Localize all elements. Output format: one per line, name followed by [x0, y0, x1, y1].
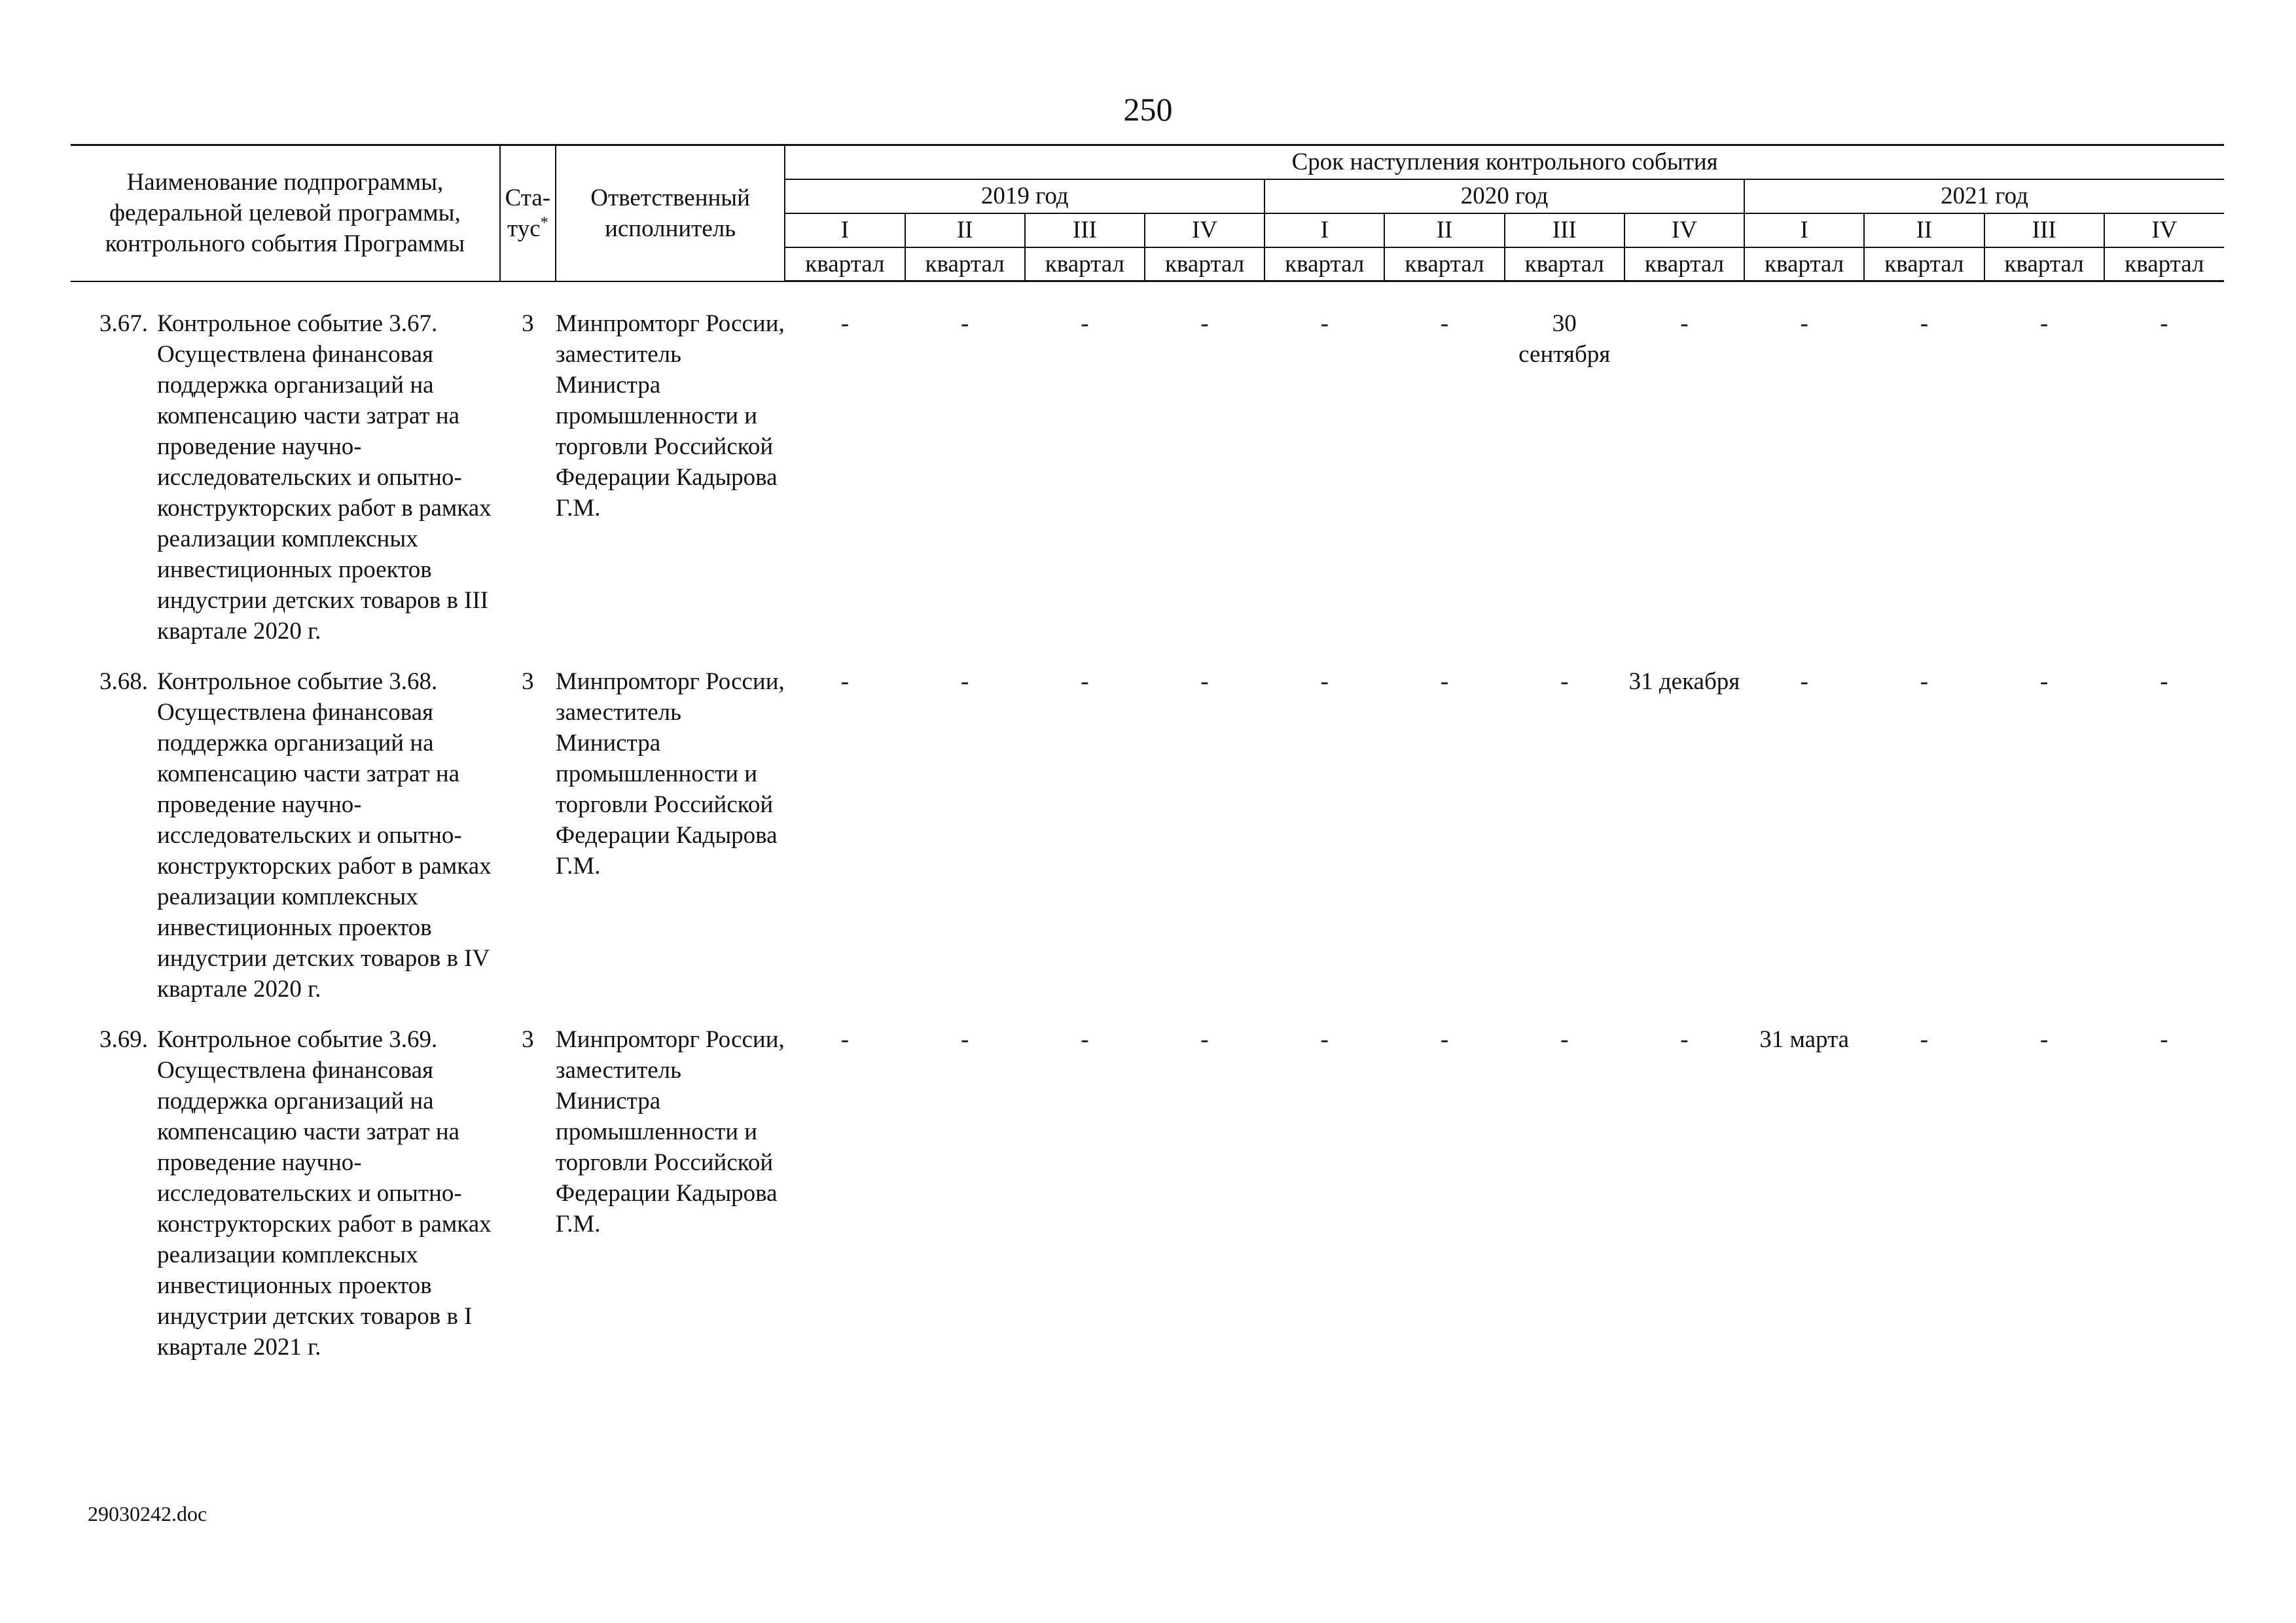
- quarter-deadline: -: [1200, 1026, 1209, 1053]
- quarter-deadline: -: [2160, 1026, 2168, 1053]
- document-code: 29030242.doc: [88, 1502, 207, 1525]
- header-year-2020: 2020 год: [1265, 179, 1744, 213]
- quarter-label: квартал: [1624, 247, 1744, 281]
- quarter-deadline: -: [2160, 310, 2168, 337]
- quarter-deadline: -: [1560, 1026, 1569, 1053]
- quarter-deadline: -: [1320, 310, 1329, 337]
- quarter-label: квартал: [1505, 247, 1624, 281]
- quarter-deadline: 30 сентября: [1518, 310, 1611, 368]
- quarter-numeral: I: [1265, 213, 1384, 247]
- table-row: [71, 308, 2224, 666]
- event-description: Контрольное событие 3.68. Осуществлена финансовая поддержка организаций на компенсацию части затрат на проведение научно-исследовательских и опытно-конструкторских работ в рамках реализации комплексных инвестиционных проектов индустрии детских товаров в IV квартале 2020 г.: [157, 668, 492, 1003]
- header-status: [500, 145, 556, 281]
- quarter-numeral: III: [1025, 213, 1145, 247]
- event-description: Контрольное событие 3.67. Осуществлена финансовая поддержка организаций на компенсацию части затрат на проведение научно-исследовательских и опытно-конструкторских работ в рамках реализации комплексных инвестиционных проектов индустрии детских товаров в III квартале 2020 г.: [157, 310, 492, 645]
- quarter-label: квартал: [1145, 247, 1265, 281]
- quarter-deadline: -: [840, 668, 850, 695]
- event-description: Контрольное событие 3.69. Осуществлена финансовая поддержка организаций на компенсацию части затрат на проведение научно-исследовательских и опытно-конструкторских работ в рамках реализации комплексных инвестиционных проектов индустрии детских товаров в I квартале 2021 г.: [157, 1026, 492, 1361]
- quarter-deadline: -: [1081, 310, 1089, 337]
- header-status-label: Ста-тус: [505, 184, 551, 242]
- quarter-numeral: II: [905, 213, 1025, 247]
- quarter-numeral: IV: [1145, 213, 1265, 247]
- quarter-deadline: -: [1440, 310, 1449, 337]
- header-name: Наименование подпрограммы, федеральной целевой программы, контрольного события Программы: [71, 145, 500, 281]
- quarter-deadline: -: [1920, 668, 1929, 695]
- quarter-deadline: 31 марта: [1759, 1026, 1850, 1053]
- event-number: 3.68.: [99, 668, 148, 695]
- event-status: 3: [522, 310, 534, 337]
- quarter-deadline: 31 декабря: [1628, 668, 1740, 695]
- quarter-numeral: II: [1864, 213, 1984, 247]
- quarter-deadline: -: [1680, 310, 1689, 337]
- quarter-label: квартал: [1744, 247, 1864, 281]
- quarter-label: квартал: [1984, 247, 2104, 281]
- quarter-deadline: -: [960, 310, 969, 337]
- header-year-2021: 2021 год: [1744, 179, 2224, 213]
- quarter-numeral: III: [1984, 213, 2104, 247]
- quarter-deadline: -: [840, 1026, 850, 1053]
- quarter-deadline: -: [1800, 310, 1808, 337]
- quarter-deadline: -: [1680, 1026, 1689, 1053]
- header-year-2019: 2019 год: [785, 179, 1265, 213]
- event-number: 3.69.: [99, 1026, 148, 1053]
- quarter-numeral: IV: [2104, 213, 2224, 247]
- event-name-cell: [71, 1024, 500, 1382]
- quarter-numeral: IV: [1624, 213, 1744, 247]
- event-name-cell: [71, 666, 500, 1024]
- event-executor: Минпромторг России, заместитель Министра промышленности и торговли Российской Федерации Кадырова Г.М.: [555, 1026, 785, 1238]
- quarter-deadline: -: [1920, 310, 1929, 337]
- quarter-deadline: -: [1320, 1026, 1329, 1053]
- quarter-numeral: III: [1505, 213, 1624, 247]
- header-status-mark: *: [540, 214, 548, 232]
- event-status: 3: [522, 1026, 534, 1053]
- quarter-deadline: -: [1320, 668, 1329, 695]
- event-number: 3.67.: [99, 310, 148, 337]
- page-number: 250: [1123, 91, 1173, 128]
- quarter-deadline: -: [1081, 1026, 1089, 1053]
- quarter-deadline: -: [1440, 1026, 1449, 1053]
- header-deadline: Срок наступления контрольного события: [785, 145, 2224, 179]
- quarter-deadline: -: [960, 1026, 969, 1053]
- quarter-deadline: -: [1200, 310, 1209, 337]
- table-header: [71, 145, 2224, 281]
- quarter-deadline: -: [1440, 668, 1449, 695]
- event-executor: Минпромторг России, заместитель Министра промышленности и торговли Российской Федерации Кадырова Г.М.: [555, 668, 785, 880]
- quarter-deadline: -: [2160, 668, 2168, 695]
- quarter-label: квартал: [1265, 247, 1384, 281]
- table-row: [71, 1024, 2224, 1382]
- quarter-label: квартал: [1384, 247, 1504, 281]
- quarter-label: квартал: [785, 247, 905, 281]
- quarter-label: квартал: [1864, 247, 1984, 281]
- quarter-deadline: -: [2039, 668, 2049, 695]
- control-events-table: [71, 144, 2224, 1382]
- quarter-label: квартал: [905, 247, 1025, 281]
- quarter-deadline: -: [2039, 310, 2049, 337]
- quarter-deadline: -: [1200, 668, 1209, 695]
- quarter-label: квартал: [1025, 247, 1145, 281]
- quarter-deadline: -: [1800, 668, 1808, 695]
- event-status: 3: [522, 668, 534, 695]
- quarter-numeral: II: [1384, 213, 1504, 247]
- quarter-deadline: -: [1560, 668, 1569, 695]
- table-row: [71, 666, 2224, 1024]
- event-executor: Минпромторг России, заместитель Министра промышленности и торговли Российской Федерации Кадырова Г.М.: [555, 310, 785, 522]
- quarter-deadline: -: [2039, 1026, 2049, 1053]
- quarter-deadline: -: [1920, 1026, 1929, 1053]
- quarter-numeral: I: [1744, 213, 1864, 247]
- header-executor: Ответственный исполнитель: [556, 145, 785, 281]
- quarter-numeral: I: [785, 213, 905, 247]
- quarter-deadline: -: [960, 668, 969, 695]
- event-name-cell: [71, 308, 500, 666]
- quarter-label: квартал: [2104, 247, 2224, 281]
- quarter-deadline: -: [840, 310, 850, 337]
- quarter-deadline: -: [1081, 668, 1089, 695]
